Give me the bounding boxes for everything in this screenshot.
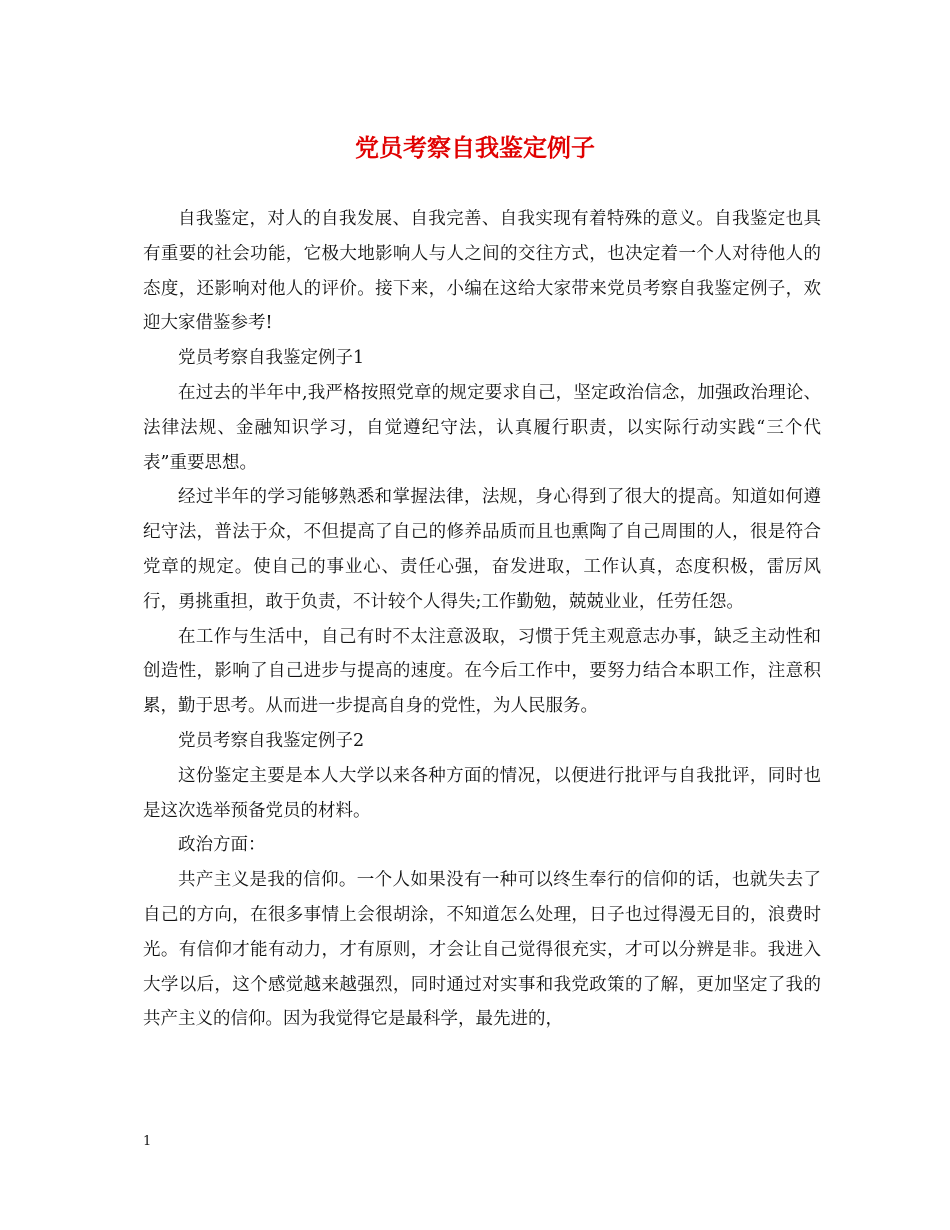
paragraph-political: 共产主义是我的信仰。一个人如果没有一种可以终生奉行的信仰的话，也就失去了自己的方向，在很多事情上会很胡涂，不知道怎么处理，日子也过得漫无目的，浪费时光。有信仰才能有动力，才有原则，才会让自己觉得很充实，才可以分辨是非。我进入大学以后，这个感觉越来越强烈，同时通过对实事和我党政策的了解，更加坚定了我的共产主义的信仰。因为我觉得它是最科学，最先进的， xyxy=(143,870,821,1030)
document-body xyxy=(143,202,821,1037)
paragraph-intro: 自我鉴定，对人的自我发展、自我完善、自我实现有着特殊的意义。自我鉴定也具有重要的社会功能，它极大地影响人与人之间的交往方式，也决定着一个人对待他人的态度，还影响对他人的评价。接下来，小编在这给大家带来党员考察自我鉴定例子，欢迎大家借鉴参考! xyxy=(143,209,821,334)
subheading-political: 政治方面： xyxy=(178,835,266,856)
paragraph-example-2-intro: 这份鉴定主要是本人大学以来各种方面的情况，以便进行批评与自我批评，同时也是这次选举预备党员的材料。 xyxy=(143,765,821,821)
section-heading-example-1: 党员考察自我鉴定例子1 xyxy=(178,348,365,369)
paragraph-example-1-part-1: 在过去的半年中,我严格按照党章的规定要求自己，坚定政治信念，加强政治理论、法律法规、金融知识学习，自觉遵纪守法，认真履行职责，以实际行动实践“三个代表”重要思想。 xyxy=(143,382,821,473)
paragraph-example-1-part-2: 经过半年的学习能够熟悉和掌握法律，法规，身心得到了很大的提高。知道如何遵纪守法，普法于众，不但提高了自己的修养品质而且也熏陶了自己周围的人，很是符合党章的规定。使自己的事业心、责任心强，奋发进取，工作认真，态度积极，雷厉风行，勇挑重担，敢于负责，不计较个人得失;工作勤勉，兢兢业业，任劳任怨。 xyxy=(143,487,821,612)
page-number: 1 xyxy=(143,1134,152,1149)
section-heading-example-2: 党员考察自我鉴定例子2 xyxy=(178,730,365,751)
paragraph-example-1-part-3: 在工作与生活中，自己有时不太注意汲取，习惯于凭主观意志办事，缺乏主动性和创造性，影响了自己进步与提高的速度。在今后工作中，要努力结合本职工作，注意积累，勤于思考。从而进一步提高自身的党性，为人民服务。 xyxy=(143,626,821,717)
document-title: 党员考察自我鉴定例子 xyxy=(355,133,595,162)
